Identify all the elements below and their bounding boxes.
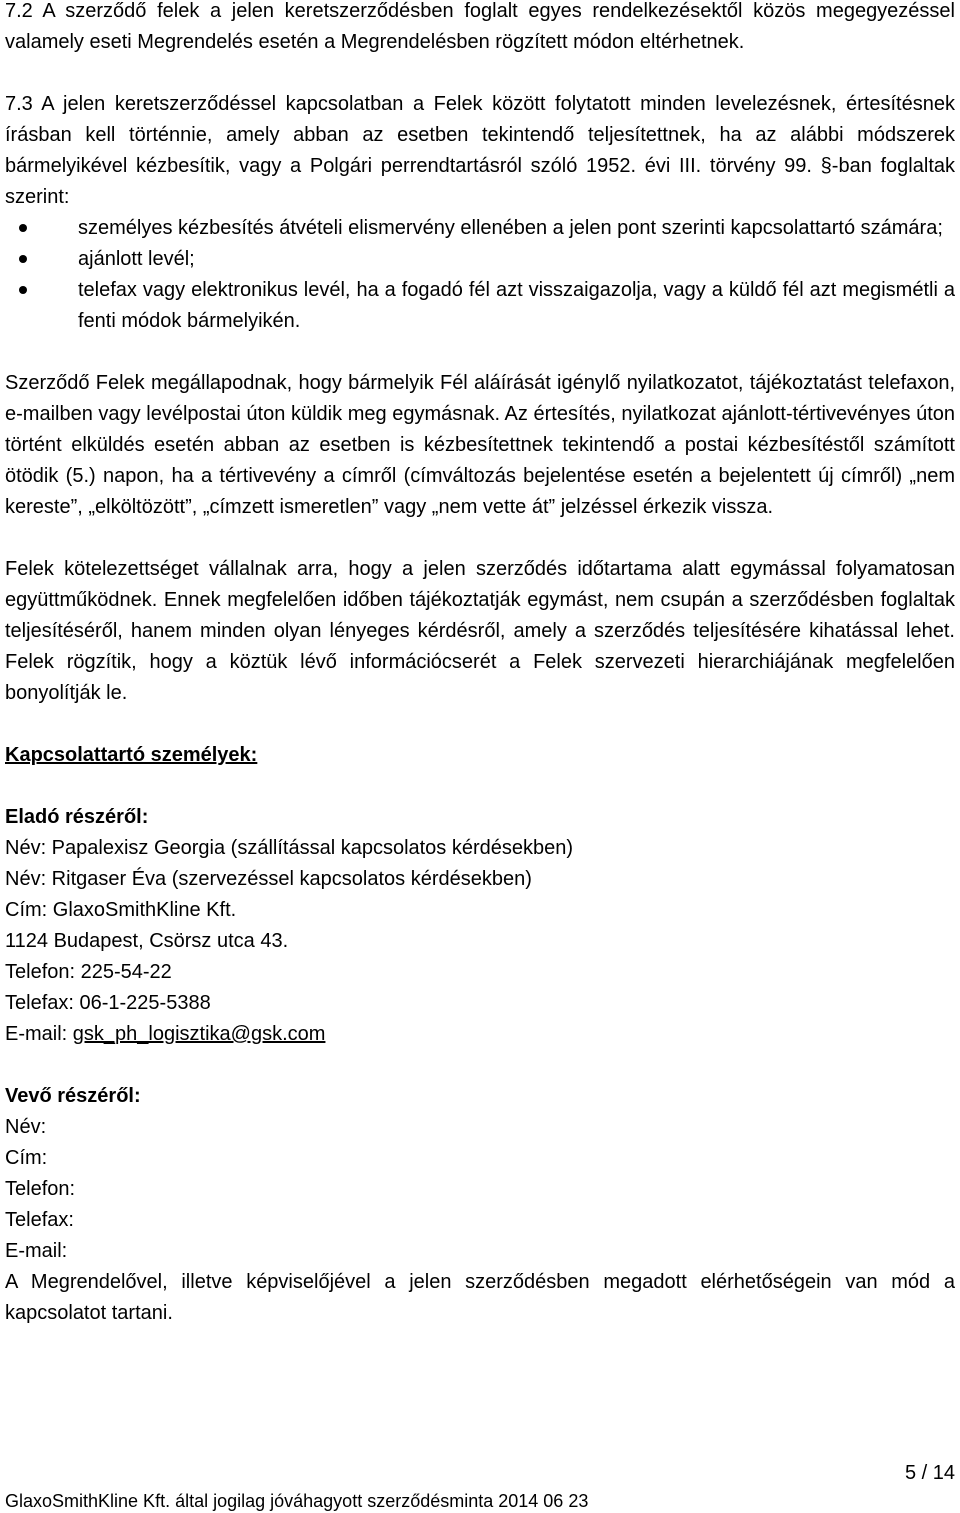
document-page [5, 0, 955, 1329]
seller-email-row [5, 1019, 955, 1050]
buyer-name: Név: [5, 1116, 47, 1138]
seller-name-2: Név: Ritgaser Éva (szervezéssel kapcsolatos kérdésekben) [5, 868, 532, 890]
spacer [5, 337, 955, 368]
spacer [5, 709, 955, 740]
buyer-email: E-mail: [5, 1240, 68, 1262]
seller-phone: Telefon: 225-54-22 [5, 961, 172, 983]
seller-fax: Telefax: 06-1-225-5388 [5, 992, 211, 1014]
orderer-paragraph: A Megrendelővel, illetve képviselőjével a jelen szerződésben megadott elérhetőségein van mód a kapcsolatot tartani. [5, 1271, 955, 1324]
page-number: 5 / 14 [904, 1462, 955, 1484]
buyer-fax: Telefax: [5, 1209, 74, 1231]
list-item [5, 275, 955, 337]
seller-email-link[interactable]: gsk_ph_logisztika@gsk.com [72, 1023, 326, 1045]
spacer [5, 771, 955, 802]
footer-text: GlaxoSmithKline Kft. által jogilag jóváhagyott szerződésminta 2014 06 23 [5, 1491, 589, 1511]
seller-name-1: Név: Papalexisz Georgia (szállítással kapcsolatos kérdésekben) [5, 837, 574, 859]
seller-address-street: 1124 Budapest, Csörsz utca 43. [5, 930, 289, 952]
delivery-methods-list [5, 213, 955, 337]
spacer [5, 523, 955, 554]
list-item [5, 213, 955, 244]
seller-heading: Eladó részéről: [5, 806, 149, 828]
section-7-3: 7.3 A jelen keretszerződéssel kapcsolatban a Felek között folytatott minden levelezésnek, értesítésnek írásban kell történnie, amely abban az esetben tekintendő teljesítettnek, ha az alábbi módszerek bármelyikével kézbesítik, vagy a Polgári perrendtartásról szóló 1952. évi III. törvény 99. §-ban foglaltak szerint: [5, 93, 955, 208]
bullet-icon [19, 224, 27, 232]
buyer-heading: Vevő részéről: [5, 1085, 141, 1107]
list-item-text: telefax vagy elektronikus levél, ha a fogadó fél azt visszaigazolja, vagy a küldő fél azt megismétli a fenti módok bármelyikén. [78, 279, 955, 332]
buyer-phone: Telefon: [5, 1178, 76, 1200]
seller-address-company: Cím: GlaxoSmithKline Kft. [5, 899, 237, 921]
bullet-icon [19, 286, 27, 294]
list-item-text: ajánlott levél; [78, 248, 195, 270]
spacer [5, 1050, 955, 1081]
cooperation-paragraph: Felek kötelezettséget vállalnak arra, hogy a jelen szerződés időtartama alatt egymással folyamatosan együttműködnek. Ennek megfelelően időben tájékoztatják egymást, nem csupán a szerződésben foglaltak teljesítéséről, hanem minden olyan lényeges kérdésről, amely a szerződés teljesítésére kihatással lehet. Felek rögzítik, hogy a köztük lévő információcserét a Felek szervezeti hierarchiájának megfelelően bonyolítják le. [5, 558, 955, 704]
spacer [5, 58, 955, 89]
contacts-heading: Kapcsolattartó személyek: [5, 744, 258, 766]
section-7-2: 7.2 A szerződő felek a jelen keretszerződésben foglalt egyes rendelkezésektől közös megegyezéssel valamely eseti Megrendelés esetén a Megrendelésben rögzített módon eltérhetnek. [5, 0, 955, 53]
seller-email-label: E-mail: [5, 1023, 73, 1045]
bullet-icon [19, 255, 27, 263]
buyer-address: Cím: [5, 1147, 48, 1169]
notice-paragraph: Szerződő Felek megállapodnak, hogy bármelyik Fél aláírását igénylő nyilatkozatot, tájékoztatást telefaxon, e-mailben vagy levélpostai úton küldik meg egymásnak. Az értesítés, nyilatkozat ajánlott-tértivevényes úton történt elküldés esetén abban az esetben is kézbesítettnek tekintendő a postai kézbesítéstől számított ötödik (5.) napon, ha a tértivevény a címről (címváltozás bejelentése esetén a bejelentett új címről) „nem kereste”, „elköltözött”, „címzett ismeretlen” vagy „nem vette át” jelzéssel érkezik vissza. [5, 372, 955, 518]
list-item [5, 244, 955, 275]
list-item-text: személyes kézbesítés átvételi elismervény ellenében a jelen pont szerinti kapcsolattartó számára; [78, 217, 943, 239]
